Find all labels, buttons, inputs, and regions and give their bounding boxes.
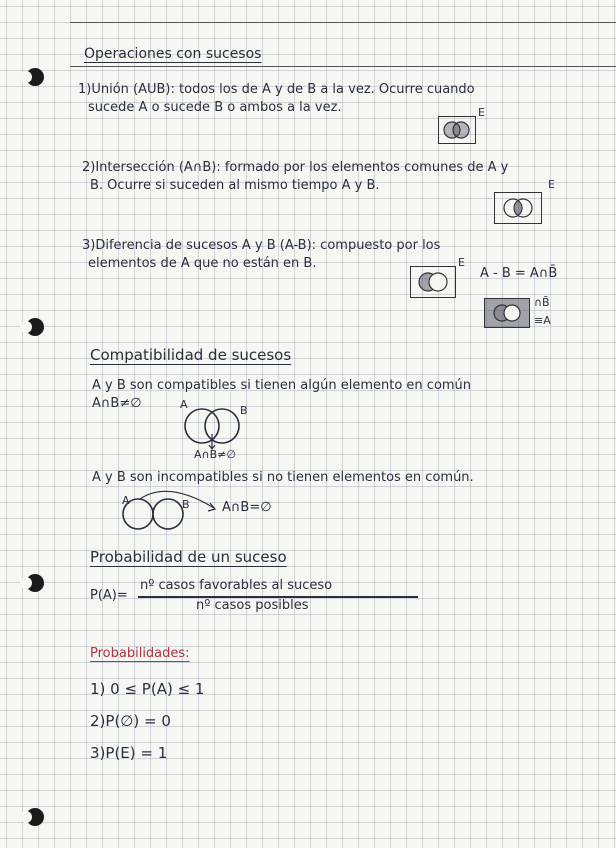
compatibles-result: A∩B≠∅ bbox=[194, 448, 236, 461]
interseccion-text-line-2: B. Ocurre si suceden al mismo tiempo A y B. bbox=[90, 178, 380, 193]
diferencia-text-line-1: 3)Diferencia de sucesos A y B (A-B): compuesto por los bbox=[82, 238, 441, 253]
diferencia-universe-label: E bbox=[458, 256, 465, 269]
incompatibles-formula: A∩B=∅ bbox=[222, 500, 272, 515]
probability-axiom-2: 2)P(∅) = 0 bbox=[90, 712, 171, 730]
compatibles-set-a-label: A bbox=[180, 398, 188, 411]
probability-axiom-1: 1) 0 ≤ P(A) ≤ 1 bbox=[90, 680, 205, 698]
diferencia-formula: A - B = A∩B̄ bbox=[480, 266, 558, 281]
diferencia-venn-diagram bbox=[410, 266, 456, 298]
diferencia-side-note-1: ∩B̄ bbox=[534, 296, 550, 309]
diferencia-text-line-2: elementos de A que no están en B. bbox=[88, 256, 317, 271]
incompatibles-text: A y B son incompatibles si no tienen elementos en común. bbox=[92, 470, 474, 485]
union-text-line-2: sucede A o sucede B o ambos a la vez. bbox=[88, 100, 342, 115]
interseccion-venn-diagram bbox=[494, 192, 542, 224]
binder-hole bbox=[26, 318, 44, 336]
union-venn-diagram bbox=[438, 116, 476, 144]
header-rule bbox=[70, 22, 616, 23]
compatibles-formula: A∩B≠∅ bbox=[92, 396, 142, 411]
compatibilidad-heading: Compatibilidad de sucesos bbox=[90, 346, 292, 364]
union-universe-label: E bbox=[478, 106, 485, 119]
binder-hole bbox=[26, 574, 44, 592]
probabilidad-denominator: nº casos posibles bbox=[196, 598, 309, 613]
page-title: Operaciones con sucesos bbox=[84, 46, 262, 62]
incompatibles-venn-diagram bbox=[118, 486, 238, 532]
compatibles-text: A y B son compatibles si tienen algún elemento en común bbox=[92, 378, 472, 393]
binder-hole bbox=[26, 808, 44, 826]
incompatibles-set-b-label: B bbox=[182, 498, 190, 511]
diferencia-complement-diagram bbox=[484, 298, 530, 328]
incompatibles-set-a-label: A bbox=[122, 494, 130, 507]
probabilidad-heading: Probabilidad de un suceso bbox=[90, 548, 287, 566]
compatibles-set-b-label: B bbox=[240, 404, 248, 417]
header-rule bbox=[70, 66, 616, 67]
probabilidad-lhs: P(A)= bbox=[90, 588, 128, 603]
interseccion-text-line-1: 2)Intersección (A∩B): formado por los elementos comunes de A y bbox=[82, 160, 509, 175]
interseccion-universe-label: E bbox=[548, 178, 555, 191]
probabilidades-heading: Probabilidades: bbox=[90, 646, 190, 661]
union-text-line-1: 1)Unión (AUB): todos los de A y de B a la vez. Ocurre cuando bbox=[78, 82, 475, 97]
probability-axiom-3: 3)P(E) = 1 bbox=[90, 744, 168, 762]
probabilidad-numerator: nº casos favorables al suceso bbox=[140, 578, 333, 593]
diferencia-side-note-2: ≡A bbox=[534, 314, 551, 327]
binder-hole bbox=[26, 68, 44, 86]
